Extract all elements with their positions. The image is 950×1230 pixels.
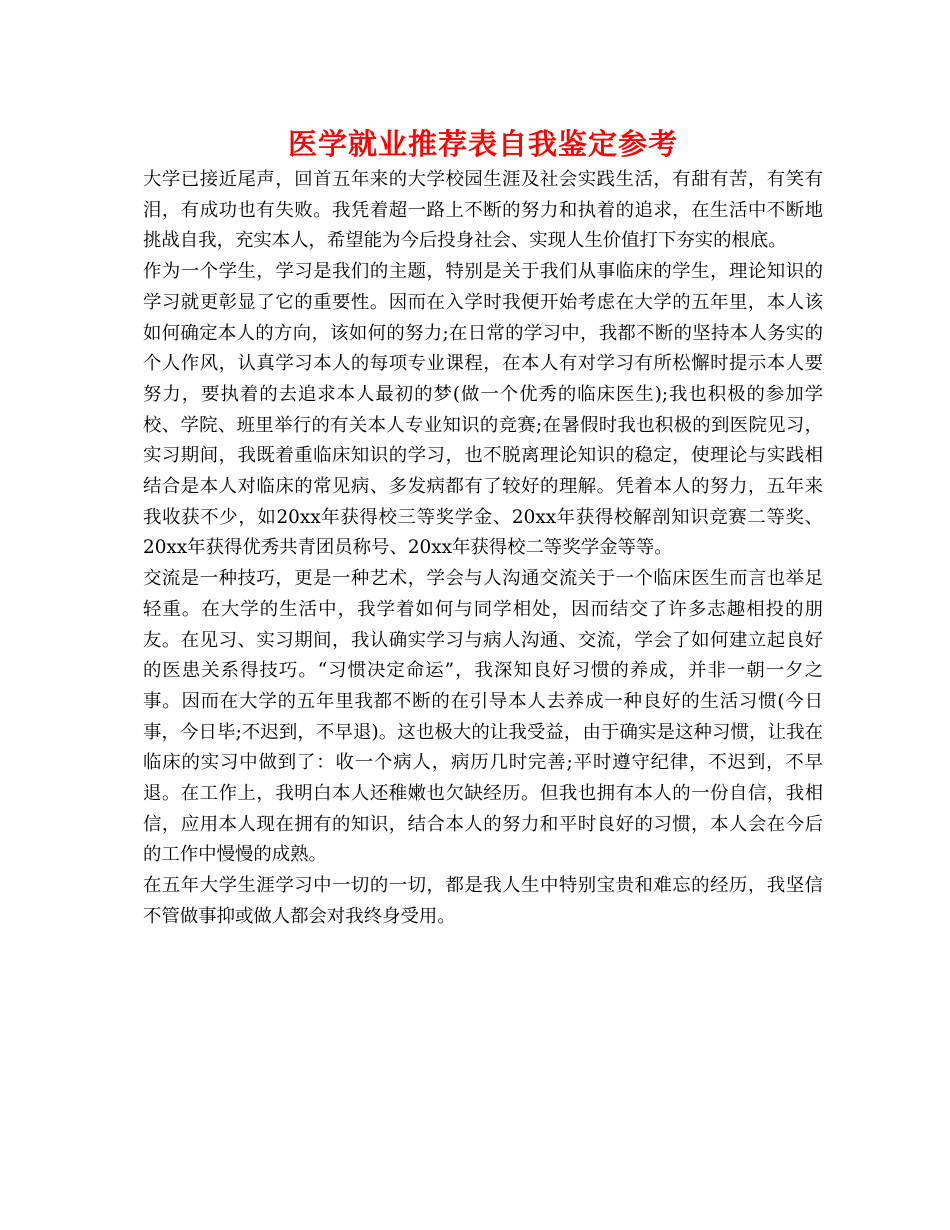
page-title: 医学就业推荐表自我鉴定参考 (287, 127, 678, 161)
paragraph-intro: 大学已接近尾声，回首五年来的大学校园生涯及社会实践生活，有甜有苦，有笑有泪，有成功也有失败。我凭着超一路上不断的努力和执着的追求，在生活中不断地挑战自我，充实本人，希望能为今后投身社会、实现人生价值打下夯实的根底。 (143, 169, 823, 252)
paragraph-conclusion: 在五年大学生涯学习中一切的一切，都是我人生中特别宝贵和难忘的经历，我坚信不管做事抑或做人都会对我终身受用。 (143, 875, 823, 927)
paragraph-communication: 交流是一种技巧，更是一种艺术，学会与人沟通交流关于一个临床医生而言也举足轻重。在大学的生活中，我学着如何与同学相处，因而结交了许多志趣相投的朋友。在见习、实习期间，我认确实学习与病人沟通、交流，学会了如何建立起良好的医患关系得技巧。“习惯决定命运”，我深知良好习惯的养成，并非一朝一夕之事。因而在大学的五年里我都不断的在引导本人去养成一种良好的生活习惯(今日事，今日毕;不迟到，不早退)。这也极大的让我受益，由于确实是这种习惯，让我在临床的实习中做到了：收一个病人，病历几时完善;平时遵守纪律，不迟到，不早退。在工作上，我明白本人还稚嫩也欠缺经历。但我也拥有本人的一份自信，我相信，应用本人现在拥有的知识，结合本人的努力和平时良好的习惯，本人会在今后的工作中慢慢的成熟。 (143, 568, 823, 866)
document-body (143, 165, 823, 933)
paragraph-study: 作为一个学生，学习是我们的主题，特别是关于我们从事临床的学生，理论知识的学习就更彰显了它的重要性。因而在入学时我便开始考虑在大学的五年里，本人该如何确定本人的方向，该如何的努力;在日常的学习中，我都不断的坚持本人务实的个人作风，认真学习本人的每项专业课程，在本人有对学习有所松懈时提示本人要努力，要执着的去追求本人最初的梦(做一个优秀的临床医生);我也积极的参加学校、学院、班里举行的有关本人专业知识的竞赛;在暑假时我也积极的到医院见习，实习期间，我既着重临床知识的学习，也不脱离理论知识的稳定，使理论与实践相结合是本人对临床的常见病、多发病都有了较好的理解。凭着本人的努力，五年来我收获不少，如20xx年获得校三等奖学金、20xx年获得校解剖知识竞赛二等奖、20xx年获得优秀共青团员称号、20xx年获得校二等奖学金等等。 (143, 261, 823, 559)
